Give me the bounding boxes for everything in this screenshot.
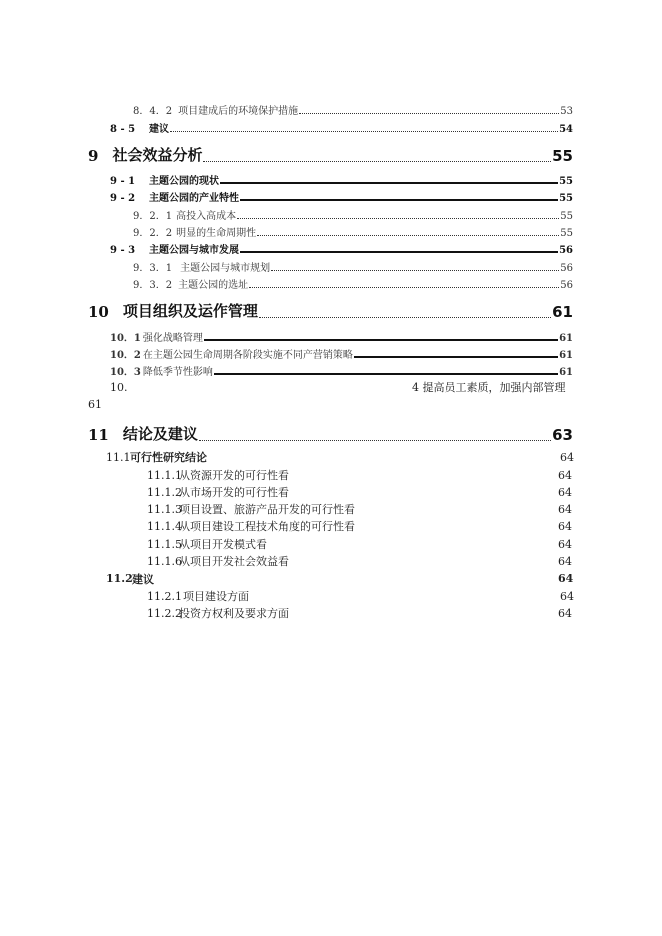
toc-entry-page: 64 bbox=[558, 503, 572, 516]
toc-entry-number: 11.1 bbox=[106, 451, 131, 464]
dot-leader bbox=[199, 440, 551, 441]
toc-entry-number: 10. bbox=[110, 381, 128, 394]
toc-entry-number: 11.1.1 bbox=[147, 469, 182, 482]
toc-entry-page: 61 bbox=[559, 333, 573, 344]
toc-entry-page: 55 bbox=[559, 193, 573, 204]
toc-entry-page: 56 bbox=[560, 263, 573, 274]
toc-entry-number: 9 - 2 bbox=[110, 193, 136, 204]
toc-entry-page: 64 bbox=[560, 451, 574, 464]
toc-entry-10-3[interactable] bbox=[110, 363, 573, 378]
dot-leader bbox=[299, 113, 559, 114]
toc-entry-number: 8．4．2 bbox=[133, 106, 173, 117]
toc-entry-9-2-1[interactable] bbox=[133, 207, 573, 222]
toc-entry-title: 建议 bbox=[149, 124, 170, 135]
toc-entry-page: 61 bbox=[559, 350, 573, 361]
dot-leader bbox=[259, 317, 551, 318]
toc-entry-page: 61 bbox=[88, 398, 102, 411]
toc-entry-title: 主题公园的选址 bbox=[178, 280, 249, 291]
toc-entry-9-2-2[interactable] bbox=[133, 224, 573, 239]
dot-leader bbox=[257, 235, 559, 236]
toc-entry-8-5[interactable] bbox=[110, 120, 573, 135]
toc-entry-title: 高投入高成本 bbox=[176, 211, 237, 222]
toc-entry-10[interactable] bbox=[88, 300, 573, 321]
toc-entry-page: 61 bbox=[552, 303, 573, 321]
dot-leader bbox=[249, 287, 559, 288]
toc-entry-title: 主题公园的现状 bbox=[149, 176, 220, 187]
toc-entry-page: 55 bbox=[560, 228, 573, 239]
toc-entry-page: 55 bbox=[552, 147, 573, 165]
toc-entry-page: 56 bbox=[559, 245, 573, 256]
toc-entry-title: 从资源开发的可行性看 bbox=[179, 469, 289, 482]
dot-leader bbox=[354, 356, 558, 358]
toc-entry-title: 项目组织及运作管理 bbox=[122, 302, 258, 320]
toc-entry-number: 11 bbox=[88, 426, 109, 444]
dot-leader bbox=[203, 161, 551, 162]
toc-entry-page: 64 bbox=[558, 520, 572, 533]
toc-entry-page: 61 bbox=[559, 367, 573, 378]
toc-entry-9-1[interactable] bbox=[110, 172, 573, 187]
dot-leader bbox=[220, 182, 558, 184]
dot-leader bbox=[170, 131, 558, 132]
dot-leader bbox=[271, 270, 559, 271]
toc-entry-page: 64 bbox=[560, 590, 574, 603]
toc-entry-title: 4 提高员工素质，加强内部管理 bbox=[412, 381, 566, 394]
toc-entry-number: 8 - 5 bbox=[110, 124, 136, 135]
toc-entry-page: 64 bbox=[558, 469, 572, 482]
toc-entry-11[interactable] bbox=[88, 423, 573, 444]
toc-entry-title: 可行性研究结论 bbox=[130, 451, 207, 464]
toc-entry-number: 10．1 bbox=[110, 333, 141, 344]
toc-entry-number: 11.1.3 bbox=[147, 503, 182, 516]
toc-entry-number: 9．2．2 bbox=[133, 228, 173, 239]
toc-entry-9-3-1[interactable] bbox=[133, 259, 573, 274]
toc-entry-number: 10 bbox=[88, 303, 109, 321]
toc-entry-number: 11.2.1 bbox=[147, 590, 182, 603]
toc-entry-page: 54 bbox=[559, 124, 573, 135]
toc-entry-title: 从市场开发的可行性看 bbox=[179, 486, 289, 499]
toc-entry-9-3-2[interactable] bbox=[133, 276, 573, 291]
dot-leader bbox=[240, 199, 558, 201]
toc-entry-title: 项目建设方面 bbox=[183, 590, 249, 603]
toc-entry-number: 9 - 1 bbox=[110, 176, 136, 187]
dot-leader bbox=[204, 339, 558, 341]
toc-entry-8-4-2[interactable] bbox=[133, 102, 573, 117]
toc-entry-number: 9．3．1 bbox=[133, 263, 173, 274]
toc-entry-title: 降低季节性影响 bbox=[142, 367, 213, 378]
toc-entry-title: 社会效益分析 bbox=[112, 146, 203, 164]
toc-entry-title: 建议 bbox=[132, 573, 154, 586]
toc-entry-number: 11.1.4 bbox=[147, 520, 182, 533]
toc-entry-page: 55 bbox=[560, 211, 573, 222]
toc-entry-title: 项目建成后的环境保护措施 bbox=[178, 106, 299, 117]
toc-entry-title: 项目设置、旅游产品开发的可行性看 bbox=[179, 503, 355, 516]
toc-entry-number: 9 bbox=[88, 147, 99, 165]
toc-entry-title: 主题公园的产业特性 bbox=[149, 193, 240, 204]
toc-entry-page: 64 bbox=[558, 538, 572, 551]
toc-entry-number: 11.1.6 bbox=[147, 555, 182, 568]
toc-entry-title: 在主题公园生命周期各阶段实施不同产营销策略 bbox=[142, 350, 353, 361]
toc-entry-title: 主题公园与城市发展 bbox=[149, 245, 240, 256]
toc-entry-10-1[interactable] bbox=[110, 329, 573, 344]
toc-entry-number: 11.2 bbox=[106, 572, 133, 585]
toc-entry-page: 64 bbox=[558, 572, 574, 585]
toc-entry-page: 55 bbox=[559, 176, 573, 187]
toc-entry-9-2[interactable] bbox=[110, 189, 573, 204]
toc-entry-title: 强化战略管理 bbox=[142, 333, 203, 344]
dot-leader bbox=[240, 251, 558, 253]
toc-entry-title: 从项目建设工程技术角度的可行性看 bbox=[179, 520, 355, 533]
toc-entry-number: 11.2.2 bbox=[147, 607, 182, 620]
toc-entry-number: 9 - 3 bbox=[110, 245, 136, 256]
toc-entry-9-3[interactable] bbox=[110, 241, 573, 256]
toc-entry-page: 64 bbox=[558, 486, 572, 499]
toc-entry-title: 投资方权利及要求方面 bbox=[179, 607, 289, 620]
toc-entry-number: 11.1.2 bbox=[147, 486, 182, 499]
toc-entry-title: 结论及建议 bbox=[122, 425, 198, 443]
toc-entry-page: 56 bbox=[560, 280, 573, 291]
toc-entry-9[interactable] bbox=[88, 144, 573, 165]
toc-entry-number: 9．2．1 bbox=[133, 211, 173, 222]
toc-entry-title: 明显的生命周期性 bbox=[176, 228, 257, 239]
toc-entry-title: 从项目开发模式看 bbox=[179, 538, 267, 551]
toc-entry-page: 53 bbox=[560, 106, 573, 117]
toc-entry-page: 64 bbox=[558, 607, 572, 620]
dot-leader bbox=[214, 373, 558, 375]
toc-entry-title: 主题公园与城市规划 bbox=[180, 263, 271, 274]
toc-entry-10-2[interactable] bbox=[110, 346, 573, 361]
toc-entry-number: 9．3．2 bbox=[133, 280, 173, 291]
dot-leader bbox=[237, 218, 559, 219]
toc-entry-number: 10．2 bbox=[110, 350, 141, 361]
toc-entry-page: 64 bbox=[558, 555, 572, 568]
toc-entry-number: 10．3 bbox=[110, 367, 141, 378]
toc-entry-title: 从项目开发社会效益看 bbox=[179, 555, 289, 568]
toc-entry-page: 63 bbox=[552, 426, 573, 444]
toc-entry-number: 11.1.5 bbox=[147, 538, 182, 551]
